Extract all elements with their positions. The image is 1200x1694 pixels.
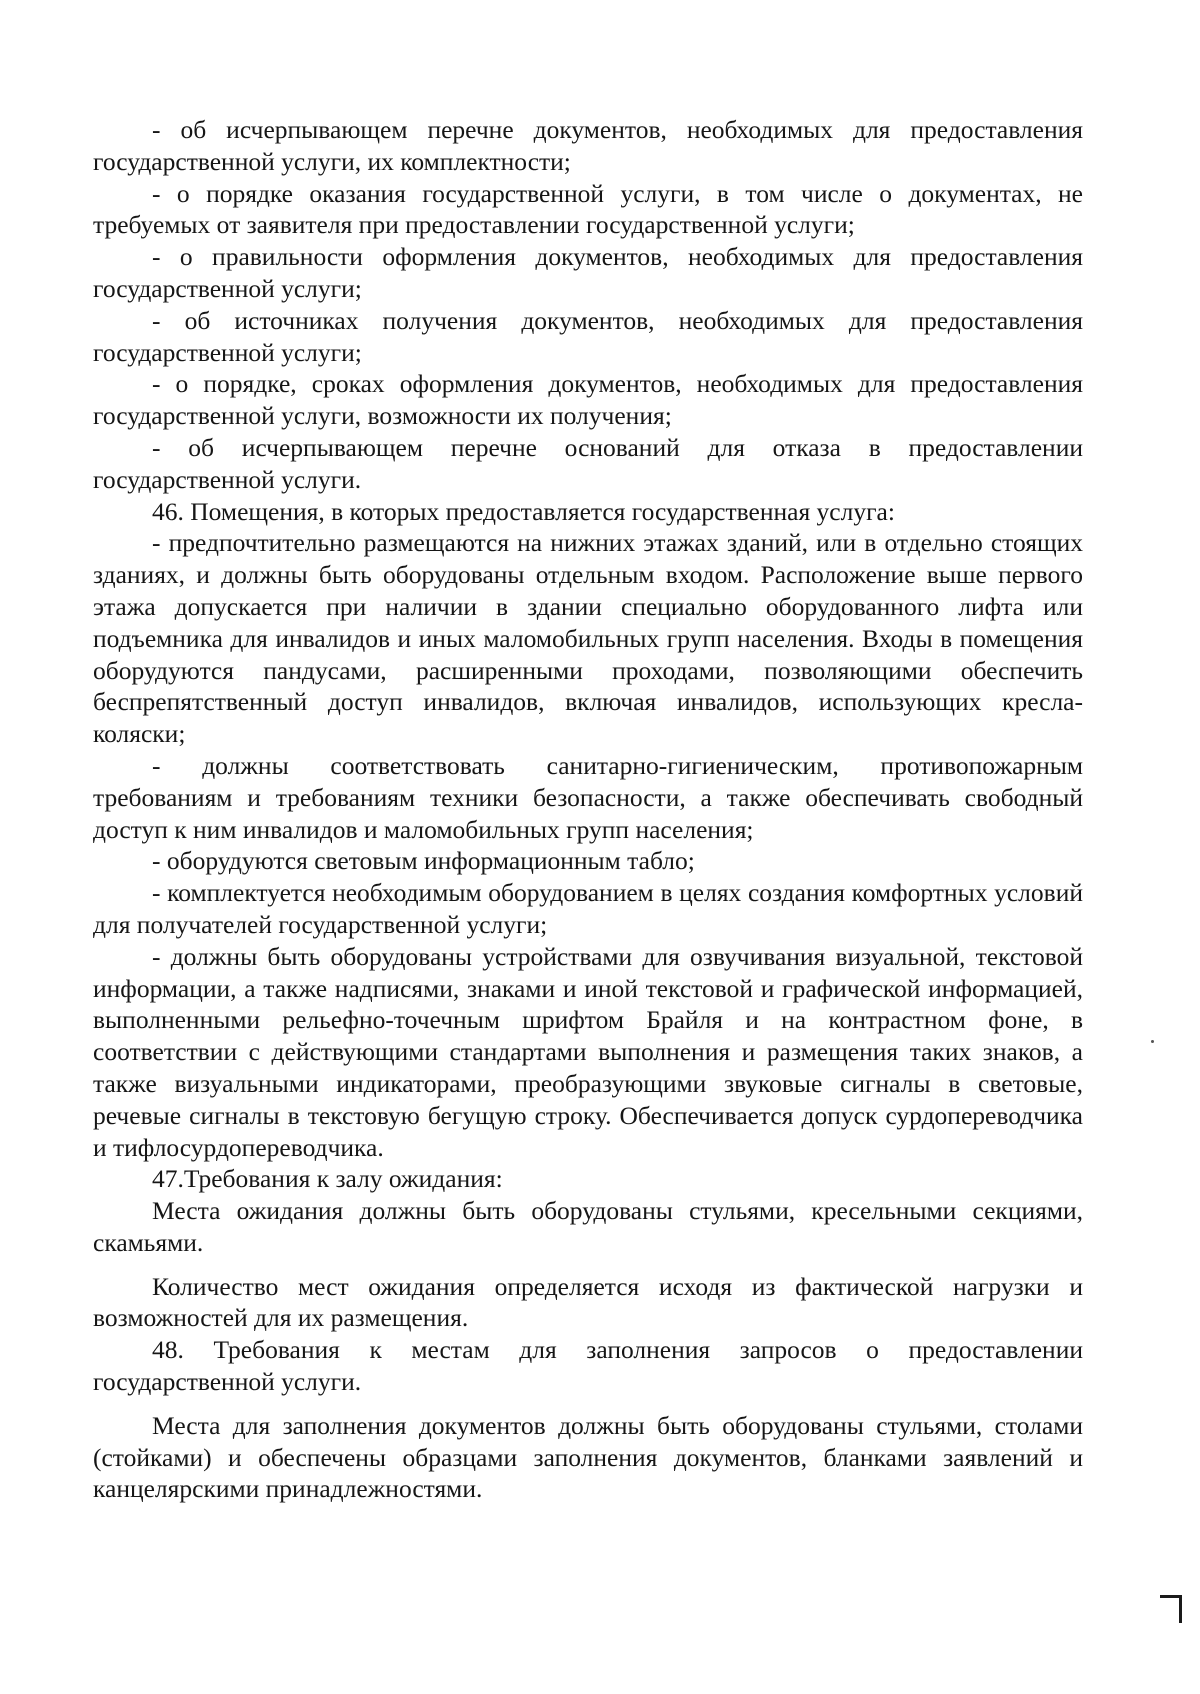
section-heading-48: 48. Требования к местам для заполнения запросов о предоставлении государственной услуги. (93, 1335, 1083, 1397)
scan-speck (1151, 1040, 1154, 1043)
section-heading-47: 47.Требования к залу ожидания: (152, 1164, 503, 1194)
paragraph: Места ожидания должны быть оборудованы стульями, кресельными секциями, скамьями. (93, 1196, 1083, 1257)
paragraph: Места для заполнения документов должны быть оборудованы стульями, столами (стойками) и обеспечены образцами заполнения документов, бланками заявлений и канцелярскими принадлежностями. (93, 1410, 1083, 1504)
paragraph: - оборудуются световым информационным табло; (152, 846, 695, 876)
paragraph: - о порядке, сроках оформления документов, необходимых для предоставления государственной услуги, возможности их получения; (93, 369, 1083, 431)
paragraph: - предпочтительно размещаются на нижних этажах зданий, или в отдельно стоящих зданиях, и должны быть оборудованы отдельным входом. Расположение выше первого этажа допускается при наличии в здании специально оборудованного лифта или подъемника для инвалидов и иных маломобильных групп населения. Входы в помещения оборудуются пандусами, расширенными проходами, позволяющими обеспечить беспрепятственный доступ инвалидов, включая инвалидов, использующих кресла-коляски; (93, 528, 1083, 749)
document-body (93, 114, 1083, 1505)
paragraph: - о правильности оформления документов, необходимых для предоставления государственной услуги; (93, 242, 1083, 303)
paragraph: Количество мест ожидания определяется исходя из фактической нагрузки и возможностей для их размещения. (93, 1271, 1083, 1333)
paragraph: - комплектуется необходимым оборудованием в целях создания комфортных условий для получателей государственной услуги; (93, 878, 1083, 939)
paragraph: - должны быть оборудованы устройствами для озвучивания визуальной, текстовой информации, а также надписями, знаками и иной текстовой и графической информацией, выполненными рельефно-точечным шрифтом Брайля и на контрастном фоне, в соответствии с действующими стандартами выполнения и размещения таких знаков, а также визуальными индикаторами, преобразующими звуковые сигналы в световые, речевые сигналы в текстовую бегущую строку. Обеспечивается допуск сурдопереводчика и тифлосурдопереводчика. (93, 941, 1083, 1162)
paragraph: - об исчерпывающем перечне оснований для отказа в предоставлении государственной услуги. (93, 432, 1083, 494)
crop-mark-vertical (1179, 1595, 1182, 1623)
paragraph: - об источниках получения документов, необходимых для предоставления государственной услуги; (93, 305, 1083, 367)
corner-crop-mark (1160, 1592, 1182, 1626)
paragraph: - об исчерпывающем перечне документов, необходимых для предоставления государственной услуги, их комплектности; (93, 115, 1083, 176)
paragraph: - о порядке оказания государственной услуги, в том числе о документах, не требуемых от заявителя при предоставлении государственной услуги; (93, 178, 1083, 240)
paragraph: - должны соответствовать санитарно-гигиеническим, противопожарным требованиям и требованиям техники безопасности, а также обеспечивать свободный доступ к ним инвалидов и маломобильных групп населения; (93, 750, 1083, 844)
section-heading-46: 46. Помещения, в которых предоставляется государственная услуга: (152, 496, 895, 526)
